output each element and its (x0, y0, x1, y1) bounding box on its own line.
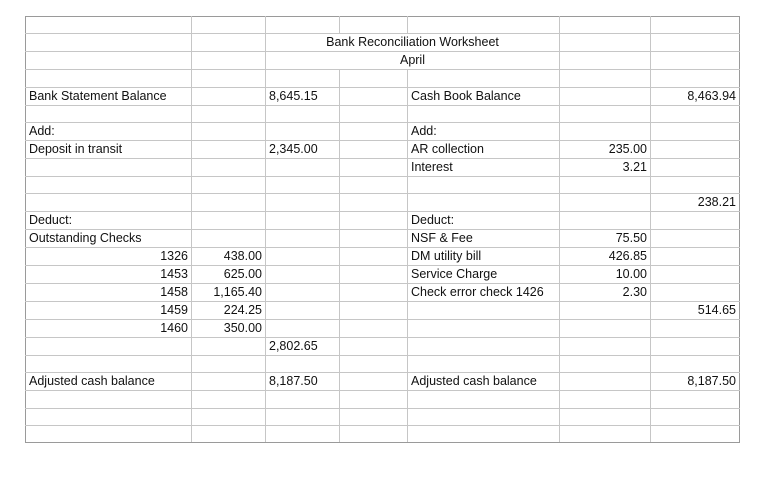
table-row (26, 194, 740, 212)
deduction-label[interactable]: Check error check 1426 (408, 284, 560, 302)
cash-book-label[interactable]: Cash Book Balance (408, 87, 560, 105)
table-row (26, 338, 740, 356)
addition-amount[interactable]: 235.00 (560, 140, 651, 158)
book-deduct-label[interactable]: Deduct: (408, 212, 560, 230)
bank-statement-value[interactable]: 8,645.15 (266, 87, 340, 105)
check-number[interactable]: 1460 (26, 320, 192, 338)
table-row (26, 302, 740, 320)
additions-total[interactable]: 238.21 (651, 194, 740, 212)
deduction-label[interactable]: Service Charge (408, 266, 560, 284)
bank-adjusted-value[interactable]: 8,187.50 (266, 373, 340, 391)
table-row (26, 356, 740, 373)
bank-deduct-label[interactable]: Deduct: (26, 212, 192, 230)
book-adjusted-label[interactable]: Adjusted cash balance (408, 373, 560, 391)
table-row (26, 17, 740, 34)
check-number[interactable]: 1326 (26, 248, 192, 266)
table-row (26, 426, 740, 443)
bank-add-label[interactable]: Add: (26, 122, 192, 140)
check-number[interactable]: 1458 (26, 284, 192, 302)
table-row (26, 373, 740, 391)
check-amount[interactable]: 1,165.40 (192, 284, 266, 302)
bank-adjusted-label[interactable]: Adjusted cash balance (26, 373, 192, 391)
table-row (26, 52, 740, 70)
deduction-amount[interactable]: 75.50 (560, 230, 651, 248)
table-row (26, 176, 740, 193)
addition-label[interactable]: AR collection (408, 140, 560, 158)
table-row (26, 391, 740, 408)
book-adjusted-value[interactable]: 8,187.50 (651, 373, 740, 391)
table-row (26, 408, 740, 425)
table-row (26, 140, 740, 158)
deduction-amount[interactable]: 10.00 (560, 266, 651, 284)
worksheet-title[interactable]: Bank Reconciliation Worksheet (266, 34, 560, 52)
table-row (26, 230, 740, 248)
deduction-amount[interactable]: 426.85 (560, 248, 651, 266)
check-amount[interactable]: 438.00 (192, 248, 266, 266)
table-row (26, 87, 740, 105)
table-row (26, 320, 740, 338)
table-row (26, 158, 740, 176)
table-row (26, 105, 740, 122)
check-amount[interactable]: 224.25 (192, 302, 266, 320)
table-row (26, 34, 740, 52)
check-amount[interactable]: 625.00 (192, 266, 266, 284)
checks-total[interactable]: 2,802.65 (266, 338, 340, 356)
check-number[interactable]: 1459 (26, 302, 192, 320)
deduction-label[interactable]: DM utility bill (408, 248, 560, 266)
table-row (26, 266, 740, 284)
addition-label[interactable]: Interest (408, 158, 560, 176)
check-number[interactable]: 1453 (26, 266, 192, 284)
worksheet-month[interactable]: April (266, 52, 560, 70)
table-row (26, 284, 740, 302)
reconciliation-sheet (25, 16, 740, 443)
deduction-label[interactable]: NSF & Fee (408, 230, 560, 248)
bank-statement-label[interactable]: Bank Statement Balance (26, 87, 192, 105)
deductions-total[interactable]: 514.65 (651, 302, 740, 320)
deposit-label[interactable]: Deposit in transit (26, 140, 192, 158)
worksheet-grid (25, 16, 740, 443)
check-amount[interactable]: 350.00 (192, 320, 266, 338)
cash-book-value[interactable]: 8,463.94 (651, 87, 740, 105)
table-row (26, 248, 740, 266)
table-row (26, 70, 740, 87)
table-row (26, 212, 740, 230)
deposit-value[interactable]: 2,345.00 (266, 140, 340, 158)
deduction-amount[interactable]: 2.30 (560, 284, 651, 302)
outstanding-checks-label[interactable]: Outstanding Checks (26, 230, 192, 248)
book-add-label[interactable]: Add: (408, 122, 560, 140)
addition-amount[interactable]: 3.21 (560, 158, 651, 176)
table-row (26, 122, 740, 140)
